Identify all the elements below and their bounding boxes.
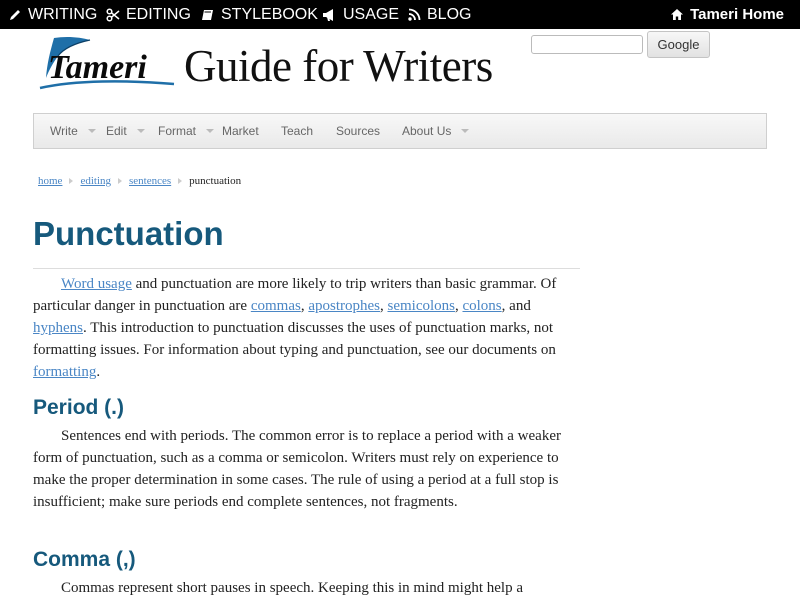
intro-separator: , (300, 298, 309, 314)
caret-down-icon (206, 129, 214, 133)
top-nav-blog[interactable] (408, 0, 471, 29)
top-navigation-bar (0, 0, 800, 29)
apostrophes-link[interactable]: apostrophes (308, 298, 380, 314)
rss-icon (408, 8, 421, 21)
top-nav-home-label: Tameri Home (690, 6, 784, 23)
page-title: Punctuation (33, 215, 224, 252)
intro-text-3: . (96, 364, 101, 380)
intro-text-1: and punctuation are more likely to trip writers than basic grammar. Of particular danger in punctuation are (33, 276, 557, 314)
nav-item-teach-label: Teach (281, 124, 314, 138)
main-navigation (33, 113, 767, 149)
top-nav-writing[interactable] (8, 0, 97, 29)
top-nav-writing-label: WRITING (28, 5, 98, 23)
hyphens-link[interactable]: hyphens (33, 320, 83, 336)
nav-item-write[interactable] (50, 114, 96, 148)
nav-item-write-label: Write (50, 124, 78, 138)
site-logo[interactable] (36, 34, 516, 96)
logo-script-text: Tameri (48, 49, 147, 86)
caret-down-icon (461, 129, 469, 133)
colons-link[interactable]: colons (462, 298, 502, 314)
tameri-script-logo (36, 34, 176, 96)
top-nav-editing-label: EDITING (126, 5, 191, 23)
intro-separator: , and (501, 298, 531, 314)
intro-separator: , (454, 298, 463, 314)
intro-text-2: . This introduction to punctuation discusses the uses of punctuation marks, not formatting issues. For information about typing and punctuation, see our documents on (33, 320, 556, 358)
nav-item-market-label: Market (222, 124, 259, 138)
period-paragraph: Sentences end with periods. The common error is to replace a period with a weaker form of punctuation, such as a comma or semicolon. Writers must rely on experience to make the proper determination in some cases. The rule of using a period at a full stop is insufficient; make sure periods end complete sentences, not fragments. (33, 428, 561, 510)
nav-item-edit-label: Edit (106, 124, 127, 138)
book-icon (201, 8, 215, 22)
semicolons-link[interactable]: semicolons (387, 298, 455, 314)
nav-item-format[interactable] (158, 114, 214, 148)
top-nav-blog-label: BLOG (427, 5, 472, 23)
breadcrumb-editing-link[interactable]: editing (80, 175, 112, 187)
google-search-button[interactable]: Google (647, 31, 710, 58)
period-heading: Period (.) (33, 396, 125, 419)
breadcrumb-sentences-link[interactable]: sentences (129, 175, 172, 187)
top-nav-usage[interactable] (322, 0, 399, 29)
title-divider (33, 268, 580, 269)
scissors-icon (106, 8, 120, 22)
pencil-icon (8, 8, 22, 22)
nav-item-edit[interactable] (106, 114, 145, 148)
comma-paragraph: Commas represent short pauses in speech. Keeping this in mind might help a (61, 580, 523, 596)
home-icon (670, 8, 684, 21)
top-nav-stylebook[interactable] (201, 0, 318, 29)
top-nav-usage-label: USAGE (343, 5, 400, 23)
nav-item-format-label: Format (158, 124, 197, 138)
site-title: Guide for Writers (184, 41, 493, 91)
breadcrumb-separator-icon (118, 178, 122, 184)
breadcrumb (38, 175, 241, 187)
breadcrumb-separator-icon (69, 178, 73, 184)
bullhorn-icon (322, 8, 337, 22)
intro-separator: , (379, 298, 388, 314)
nav-item-market[interactable] (222, 114, 259, 148)
intro-paragraph (33, 273, 583, 383)
word-usage-link[interactable]: Word usage (61, 276, 132, 292)
commas-link[interactable]: commas (250, 298, 301, 314)
nav-item-about-us[interactable] (402, 114, 469, 148)
breadcrumb-current: punctuation (189, 175, 242, 187)
nav-item-sources[interactable] (336, 114, 380, 148)
formatting-link[interactable]: formatting (33, 364, 97, 380)
breadcrumb-separator-icon (178, 178, 182, 184)
breadcrumb-home-link[interactable]: home (38, 175, 63, 187)
comma-heading: Comma (,) (33, 548, 136, 571)
nav-item-about-us-label: About Us (402, 124, 452, 138)
top-nav-home[interactable] (670, 0, 784, 29)
top-nav-editing[interactable] (106, 0, 191, 29)
search-input[interactable] (531, 35, 643, 54)
nav-item-teach[interactable] (281, 114, 313, 148)
top-nav-stylebook-label: STYLEBOOK (221, 5, 318, 23)
nav-item-sources-label: Sources (336, 124, 381, 138)
caret-down-icon (137, 129, 145, 133)
caret-down-icon (88, 129, 96, 133)
